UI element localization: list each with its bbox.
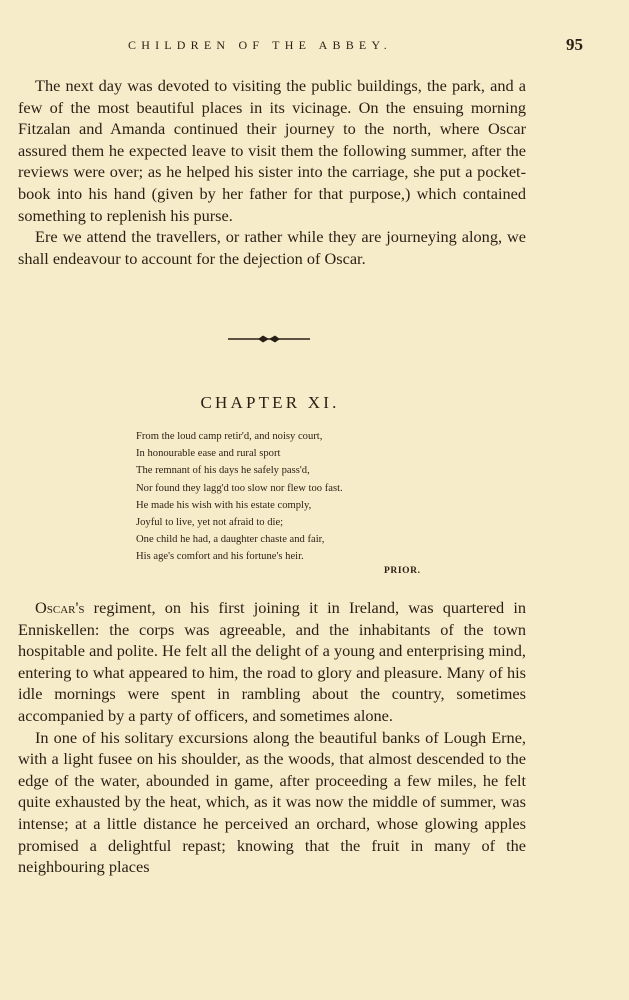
section-divider-ornament	[228, 333, 310, 345]
paragraph: In one of his solitary excursions along the beautiful banks of Lough Erne, with a light fusee on his shoulder, as the woods, that almost descended to the edge of the water, abounded in game, after proceeding a few miles, he felt quite exhausted by the heat, which, as it was now the middle of summer, was intense; at a little distance he perceived an orchard, whose glowing apples promised a delightful repast; knowing that the fruit in many of the neighbouring places	[18, 727, 526, 877]
paragraph-lead-word: Oscar's	[35, 598, 85, 617]
epigraph-line: Nor found they lagg'd too slow nor flew too fast.	[136, 482, 343, 494]
page-number: 95	[566, 35, 583, 54]
text-block-chapter-body	[18, 597, 526, 878]
paragraph: The next day was devoted to visiting the public buildings, the park, and a few of the most beautiful places in its vicinage. On the ensuing morning Fitzalan and Amanda continued their journey to the north, where Oscar assured them he expected leave to visit them the following summer, after the reviews were over; as he helped his sister into the carriage, she put a pocket-book into his hand (given by her father for that purpose,) which contained something to replenish his purse.	[18, 76, 526, 225]
paragraph	[18, 597, 526, 727]
epigraph-author: PRIOR.	[384, 566, 421, 576]
chapter-title: CHAPTER XI.	[200, 393, 340, 412]
running-title: CHILDREN OF THE ABBEY.	[128, 38, 392, 52]
paragraph-text: regiment, on his first joining it in Ireland, was quartered in Enniskellen: the corps was agreeable, and the inhabitants of the town hospitable and polite. He felt all the delight of a young and enterprising mind, entering to what appeared to him, the road to glory and pleasure. Many of his idle mornings were spent in rambling about the country, sometimes accompanied by a party of officers, and sometimes alone.	[18, 598, 526, 725]
running-head	[0, 36, 629, 56]
paragraph: Ere we attend the travellers, or rather while they are journeying along, we shall endeavour to account for the dejection of Oscar.	[18, 227, 526, 268]
epigraph-line: Joyful to live, yet not afraid to die;	[136, 517, 284, 529]
epigraph-line: His age's comfort and his fortune's heir.	[136, 551, 304, 563]
epigraph-line: One child he had, a daughter chaste and fair,	[136, 534, 325, 546]
epigraph-line: In honourable ease and rural sport	[136, 448, 281, 460]
epigraph-line: The remnant of his days he safely pass'd,	[136, 465, 310, 477]
epigraph	[136, 428, 392, 566]
epigraph-line: He made his wish with his estate comply,	[136, 499, 312, 511]
epigraph-line: From the loud camp retir'd, and noisy court,	[136, 431, 323, 442]
text-block-previous-chapter	[18, 75, 526, 269]
